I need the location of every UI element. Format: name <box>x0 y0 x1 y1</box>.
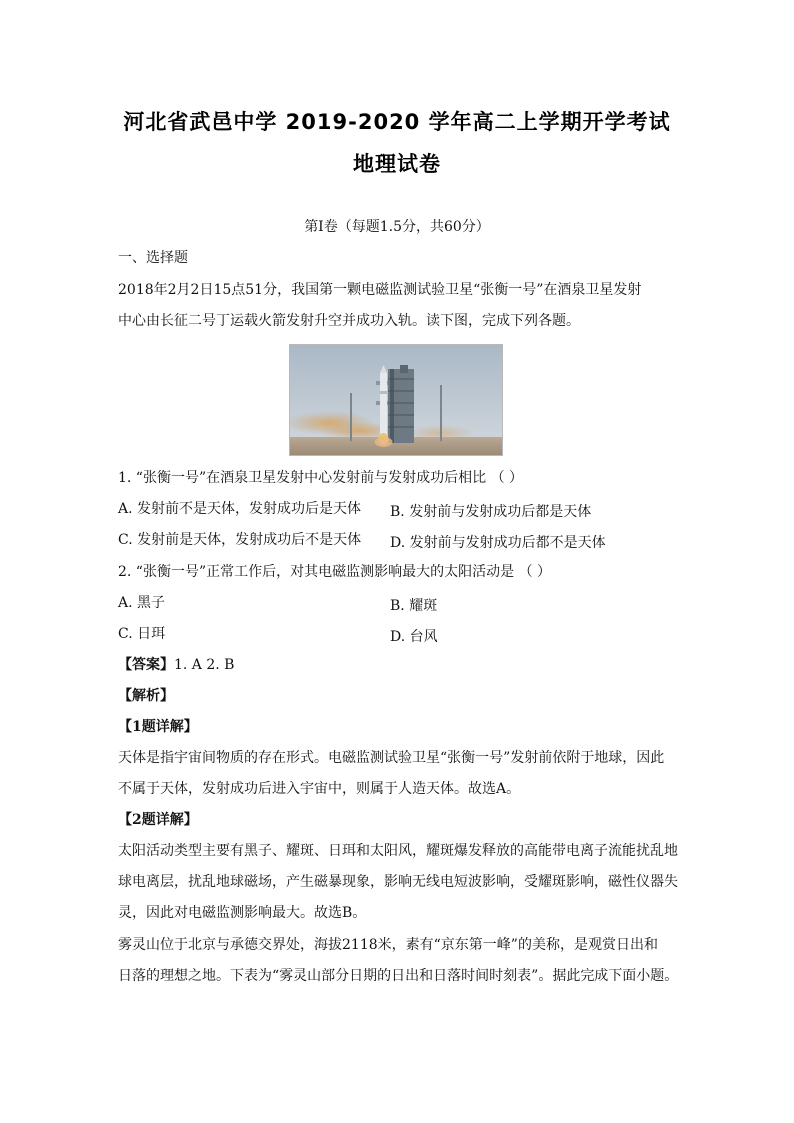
answer-label: 【答案】 <box>118 657 174 673</box>
q2-detail-label: 【2题详解】 <box>118 812 198 828</box>
analysis-label: 【解析】 <box>118 688 174 704</box>
exam-subtitle: 地理试卷 <box>353 152 441 176</box>
question-1-stem: 1. “张衡一号”在酒泉卫星发射中心发射前与发射成功后相比 （ ） <box>118 470 524 486</box>
answer-line <box>118 657 678 673</box>
question-2-stem: 2. “张衡一号”正常工作后，对其电磁监测影响最大的太阳活动是 （ ） <box>118 564 552 580</box>
rocket-launch-photo <box>289 344 503 456</box>
analysis-line: 球电离层，扰乱地球磁场，产生磁暴现象，影响无线电短波影响，受耀斑影响，磁性仪器失 <box>118 874 678 890</box>
question-1-option-d: D. 发射前与发射成功后都不是天体 <box>390 535 606 551</box>
question-1-option-c: C. 发射前是天体，发射成功后不是天体 <box>118 532 362 548</box>
volume-heading: 第Ⅰ卷（每题1.5分，共60分） <box>304 219 490 235</box>
exam-title: 河北省武邑中学 2019-2020 学年高二上学期开学考试 <box>123 110 671 134</box>
passage-line: 中心由长征二号丁运载火箭发射升空并成功入轨。读下图，完成下列各题。 <box>118 313 580 329</box>
question-2-option-a: A. 黑子 <box>118 595 166 611</box>
question-2-option-d: D. 台风 <box>390 629 438 645</box>
question-2-option-b: B. 耀斑 <box>390 598 438 614</box>
section-heading: 一、选择题 <box>118 250 188 266</box>
question-1-option-a: A. 发射前不是天体，发射成功后是天体 <box>118 501 362 517</box>
question-2-option-c: C. 日珥 <box>118 626 166 642</box>
analysis-line: 不属于天体，发射成功后进入宇宙中，则属于人造天体。故选A。 <box>118 781 521 797</box>
analysis-line: 天体是指宇宙间物质的存在形式。电磁监测试验卫星“张衡一号”发射前依附于地球，因此 <box>118 750 665 766</box>
passage-line: 雾灵山位于北京与承德交界处，海拔2118米，素有“京东第一峰”的美称，是观赏日出和 <box>118 937 658 953</box>
analysis-line: 太阳活动类型主要有黑子、耀斑、日珥和太阳风，耀斑爆发释放的高能带电离子流能扰乱地 <box>118 843 678 859</box>
answer-text: 1. A 2. B <box>174 657 235 673</box>
rocket-launch-illustration <box>290 345 502 455</box>
analysis-line: 灵，因此对电磁监测影响最大。故选B。 <box>118 905 367 921</box>
passage-line: 2018年2月2日15点51分，我国第一颗电磁监测试验卫星“张衡一号”在酒泉卫星发射 <box>118 282 642 298</box>
q1-detail-label: 【1题详解】 <box>118 719 198 735</box>
question-1-option-b: B. 发射前与发射成功后都是天体 <box>390 504 592 520</box>
passage-line: 日落的理想之地。下表为“雾灵山部分日期的日出和日落时间时刻表”。据此完成下面小题。 <box>118 968 679 984</box>
